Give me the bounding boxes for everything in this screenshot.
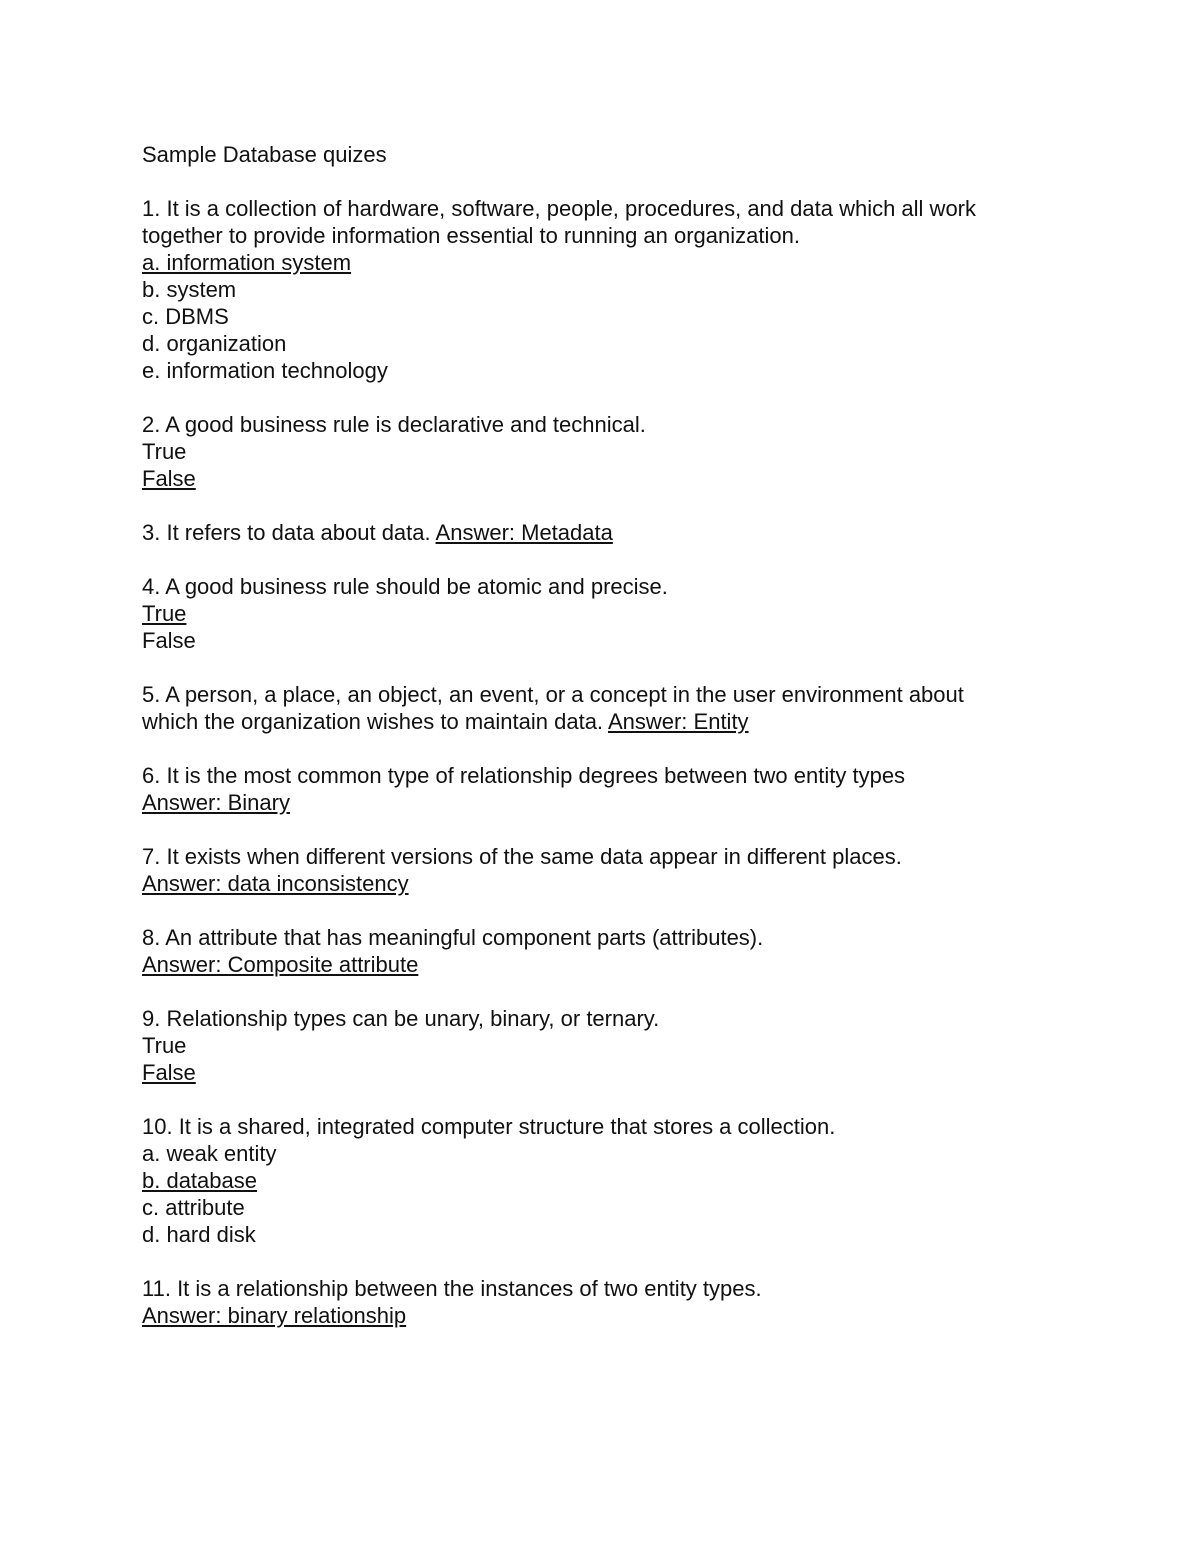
question-text [142,681,1062,708]
question-text [142,762,1062,789]
option [142,1032,1062,1059]
question-text [142,843,1062,870]
answer-text: Answer: binary relationship [142,1303,407,1328]
question-2 [142,411,1062,492]
question-text-segment: 4. A good business rule should be atomic and precise. [142,574,668,599]
option [142,1194,1062,1221]
question-4 [142,573,1062,654]
option-text: False [142,466,196,491]
question-text-segment: 3. It refers to data about data. [142,520,436,545]
quiz-list [142,195,1062,1329]
option-text: False [142,1060,196,1085]
option [142,627,1062,654]
answer-text: Answer: Entity [607,709,749,734]
option-text: d. hard disk [142,1222,256,1247]
option [142,303,1062,330]
option-text: b. database [142,1168,257,1193]
option-text: d. organization [142,331,287,356]
option-text: False [142,628,196,653]
question-text [142,1005,1062,1032]
answer-line [142,951,1062,978]
question-text-segment: 11. It is a relationship between the instances of two entity types. [142,1276,762,1301]
option-text: c. attribute [142,1195,245,1220]
question-text [142,195,1062,222]
question-text [142,411,1062,438]
question-text-segment: 7. It exists when different versions of the same data appear in different places. [142,844,902,869]
question-8 [142,924,1062,978]
question-text-segment: 10. It is a shared, integrated computer structure that stores a collection. [142,1114,836,1139]
answer-line [142,789,1062,816]
option-text: b. system [142,277,237,302]
question-10 [142,1113,1062,1248]
question-text-segment: 8. An attribute that has meaningful component parts (attributes). [142,925,764,950]
question-text [142,573,1062,600]
question-text [142,924,1062,951]
option [142,330,1062,357]
option-text: a. information system [142,250,352,275]
option [142,276,1062,303]
question-text [142,1113,1062,1140]
option [142,1221,1062,1248]
answer-line [142,1302,1062,1329]
question-text [142,222,1062,249]
correct-option [142,1167,1062,1194]
question-9 [142,1005,1062,1086]
correct-option [142,465,1062,492]
question-text [142,1275,1062,1302]
question-6 [142,762,1062,816]
option-text: True [142,601,187,626]
question-text-segment: together to provide information essential to running an organization. [142,223,800,248]
question-1 [142,195,1062,384]
question-text-segment: 6. It is the most common type of relationship degrees between two entity types [142,763,906,788]
option-text: True [142,1033,187,1058]
question-7 [142,843,1062,897]
question-text-segment: 2. A good business rule is declarative and technical. [142,412,646,437]
question-text [142,708,1062,735]
question-5 [142,681,1062,735]
correct-option [142,1059,1062,1086]
document-page [142,141,1062,1329]
option [142,357,1062,384]
answer-text: Answer: Metadata [435,520,613,545]
question-text [142,519,1062,546]
correct-option [142,600,1062,627]
question-11 [142,1275,1062,1329]
option-text: a. weak entity [142,1141,277,1166]
question-text-segment: 5. A person, a place, an object, an event, or a concept in the user environment about [142,682,964,707]
document-title: Sample Database quizes [142,142,387,167]
answer-text: Answer: Binary [142,790,290,815]
option-text: c. DBMS [142,304,229,329]
question-text-segment: 9. Relationship types can be unary, binary, or ternary. [142,1006,660,1031]
question-text-segment: 1. It is a collection of hardware, software, people, procedures, and data which all work [142,196,977,221]
option [142,438,1062,465]
answer-line [142,870,1062,897]
correct-option [142,249,1062,276]
option-text: True [142,439,187,464]
answer-text: Answer: data inconsistency [142,871,409,896]
answer-text: Answer: Composite attribute [142,952,419,977]
question-text-segment: which the organization wishes to maintain data. [142,709,608,734]
option-text: e. information technology [142,358,388,383]
question-3 [142,519,1062,546]
option [142,1140,1062,1167]
